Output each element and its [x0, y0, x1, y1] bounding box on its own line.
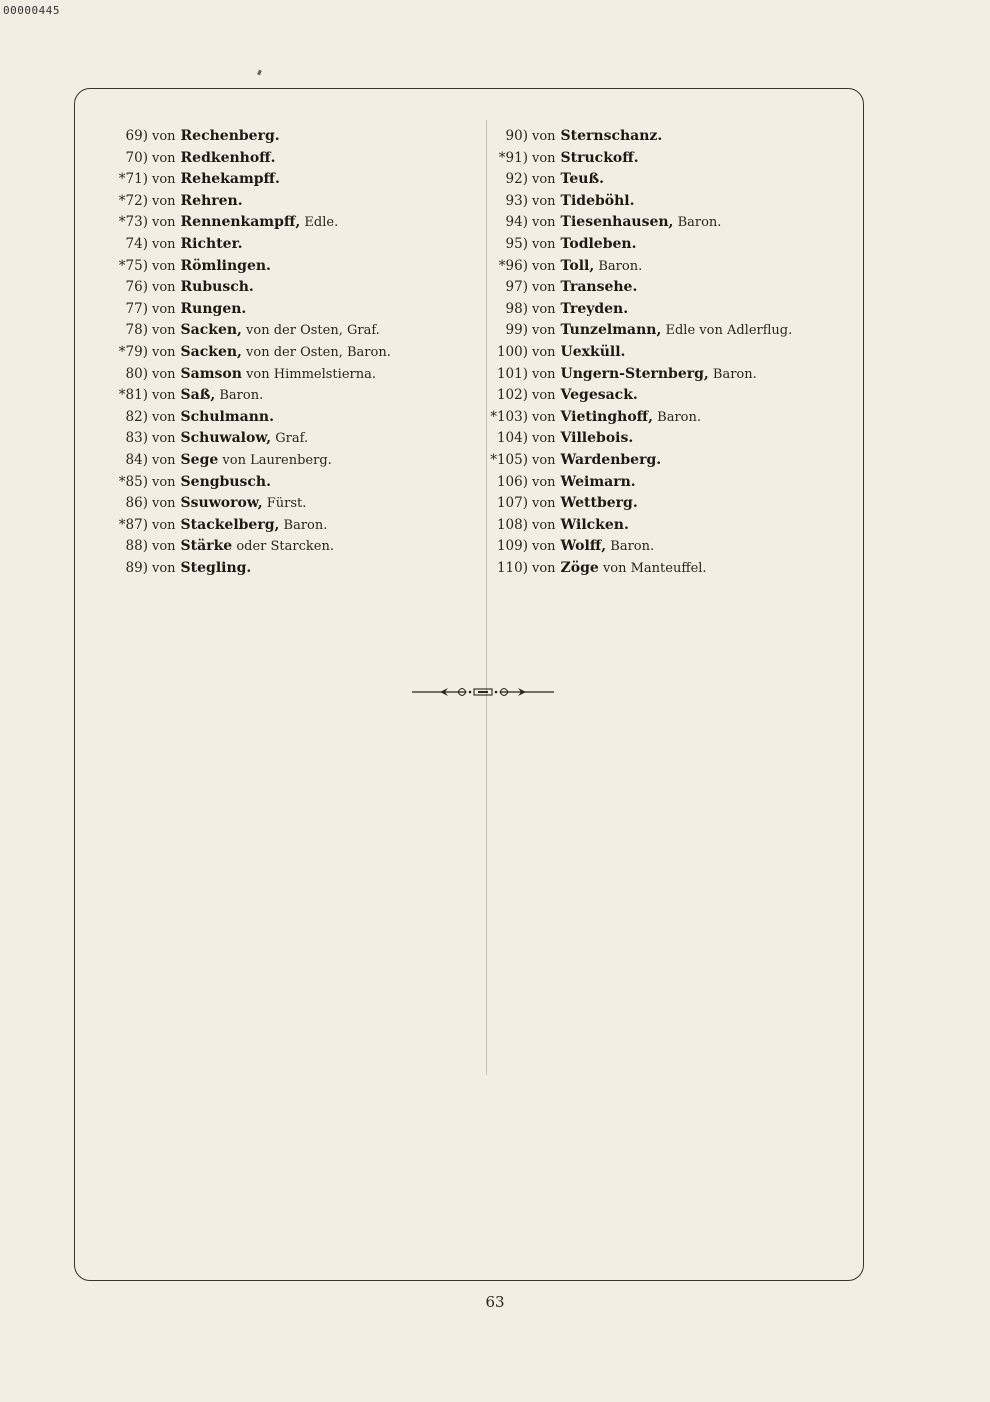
entry-name: Samson: [180, 365, 242, 382]
entry-name: Wettberg.: [560, 495, 638, 512]
entry-prefix: von: [532, 517, 556, 533]
entry-number: *72): [118, 192, 148, 209]
entry-name: Struckoff.: [560, 149, 639, 166]
entry-name: Vietinghoff,: [560, 408, 654, 425]
list-item: [476, 126, 856, 148]
entry-number: 102): [496, 387, 528, 404]
entry-prefix: von: [152, 129, 176, 144]
entry-prefix: von: [532, 301, 556, 317]
entry-name: Sacken,: [180, 322, 242, 339]
list-item: [476, 385, 856, 407]
entry-prefix: von: [152, 150, 176, 166]
list-item: [476, 407, 856, 429]
entry-number: 77): [125, 300, 148, 317]
list-item: [476, 277, 856, 299]
list-item: [476, 493, 856, 515]
list-item: [96, 493, 476, 515]
entry-prefix: von: [532, 366, 556, 382]
entry-prefix: von: [532, 452, 556, 468]
entry-number: 99): [505, 322, 528, 339]
entry-name: Saß,: [180, 387, 216, 404]
entry-number: *73): [118, 214, 148, 231]
list-item: [96, 256, 476, 278]
entry-number: 88): [125, 538, 148, 555]
entry-name: Rechenberg.: [180, 128, 280, 144]
entry-number: 108): [496, 516, 528, 533]
entry-suffix: Edle von Adlerflug.: [661, 323, 793, 339]
list-item: [96, 536, 476, 558]
entry-number: 104): [496, 430, 528, 447]
entry-prefix: von: [152, 236, 176, 252]
entry-name: Rubusch.: [180, 279, 254, 296]
page-number: 63: [485, 1293, 505, 1311]
list-item: [96, 277, 476, 299]
entry-name: Ssuworow,: [180, 495, 263, 512]
entry-number: 109): [496, 538, 528, 555]
entry-suffix: Baron.: [673, 215, 722, 231]
list-item: [96, 299, 476, 321]
entry-name: Tideböhl.: [560, 192, 635, 209]
entry-name: Rehekampff.: [180, 171, 280, 188]
list-item: [476, 148, 856, 170]
entry-name: Rungen.: [180, 300, 247, 317]
entry-name: Wolff,: [560, 538, 607, 555]
entry-number: *81): [118, 387, 148, 404]
entry-prefix: von: [532, 258, 556, 274]
entry-number: 86): [125, 495, 148, 512]
entry-number: 69): [125, 128, 148, 144]
entry-number: 101): [496, 365, 528, 382]
entry-name: Toll,: [560, 257, 595, 274]
list-item: [476, 191, 856, 213]
list-item: [96, 191, 476, 213]
entry-name: Ungern-Sternberg,: [560, 365, 709, 382]
entry-name: Treyden.: [560, 300, 629, 317]
entry-prefix: von: [532, 344, 556, 360]
entry-number: 82): [125, 408, 148, 425]
list-item: [96, 148, 476, 170]
entry-prefix: von: [532, 560, 556, 576]
list-item: [96, 212, 476, 234]
entry-name: Sengbusch.: [180, 473, 271, 490]
scan-id-label: 00000445: [3, 4, 60, 17]
entry-name: Stärke: [180, 538, 233, 555]
list-item: [476, 558, 856, 580]
entry-number: 107): [496, 495, 528, 512]
entry-name: Weimarn.: [560, 473, 636, 490]
list-item: [476, 364, 856, 386]
entry-suffix: von der Osten, Graf.: [241, 323, 380, 339]
list-item: [476, 472, 856, 494]
list-item: [96, 234, 476, 256]
entry-number: *79): [118, 343, 148, 360]
entry-prefix: von: [532, 236, 556, 252]
list-item: [96, 320, 476, 342]
list-item: [96, 450, 476, 472]
entry-number: *71): [118, 171, 148, 188]
entry-name: Sege: [180, 451, 219, 468]
decorative-flourish-icon: [410, 684, 556, 700]
entry-name: Sternschanz.: [560, 128, 663, 144]
entry-suffix: Baron.: [606, 539, 655, 555]
entry-prefix: von: [152, 258, 176, 274]
entry-prefix: von: [152, 539, 176, 555]
list-item: [476, 536, 856, 558]
list-item: [476, 450, 856, 472]
entry-prefix: von: [532, 150, 556, 166]
entry-suffix: von Manteuffel.: [598, 560, 707, 576]
page-speck: [257, 70, 262, 76]
entry-suffix: Graf.: [271, 431, 309, 447]
list-item: [476, 428, 856, 450]
left-column-list: [96, 126, 476, 579]
entry-name: Sacken,: [180, 343, 242, 360]
entry-name: Todleben.: [560, 235, 637, 252]
list-item: [476, 256, 856, 278]
entry-suffix: Baron.: [594, 258, 643, 274]
entry-prefix: von: [152, 323, 176, 339]
entry-name: Tunzelmann,: [560, 322, 662, 339]
entry-number: 78): [125, 322, 148, 339]
entry-number: *91): [498, 149, 528, 166]
entry-number: 95): [505, 235, 528, 252]
entry-number: *96): [498, 257, 528, 274]
entry-number: *85): [118, 473, 148, 490]
entry-prefix: von: [152, 452, 176, 468]
entry-name: Rennenkampff,: [180, 214, 301, 231]
entry-prefix: von: [532, 496, 556, 512]
entry-prefix: von: [532, 215, 556, 231]
entry-name: Schuwalow,: [180, 430, 272, 447]
entry-suffix: Fürst.: [262, 496, 307, 512]
entry-prefix: von: [532, 323, 556, 339]
entry-prefix: von: [152, 172, 176, 188]
entry-number: 84): [125, 451, 148, 468]
entry-number: 93): [505, 192, 528, 209]
list-item: [476, 342, 856, 364]
entry-name: Wardenberg.: [560, 451, 662, 468]
entry-prefix: von: [532, 474, 556, 490]
entry-number: 90): [505, 128, 528, 144]
entry-name: Wilcken.: [560, 516, 629, 533]
list-item: [476, 169, 856, 191]
entry-name: Richter.: [180, 235, 243, 252]
entry-name: Römlingen.: [180, 257, 271, 274]
entry-number: 97): [505, 279, 528, 296]
list-item: [476, 299, 856, 321]
entry-name: Stackelberg,: [180, 516, 280, 533]
list-item: [476, 212, 856, 234]
list-item: [96, 364, 476, 386]
list-item: [96, 472, 476, 494]
entry-name: Rehren.: [180, 192, 243, 209]
entry-number: 80): [125, 365, 148, 382]
entry-number: *75): [118, 257, 148, 274]
entry-prefix: von: [152, 431, 176, 447]
entry-name: Zöge: [560, 559, 599, 576]
list-item: [96, 169, 476, 191]
entry-prefix: von: [152, 301, 176, 317]
entry-prefix: von: [152, 409, 176, 425]
list-item: [96, 385, 476, 407]
entry-number: *105): [490, 451, 528, 468]
entry-prefix: von: [532, 539, 556, 555]
entry-prefix: von: [532, 280, 556, 296]
entry-number: 94): [505, 214, 528, 231]
entry-name: Villebois.: [560, 430, 634, 447]
entry-prefix: von: [532, 431, 556, 447]
entry-number: *103): [490, 408, 528, 425]
entry-suffix: Edle.: [300, 215, 339, 231]
entry-number: 110): [496, 559, 528, 576]
entry-number: 100): [496, 343, 528, 360]
entry-prefix: von: [152, 193, 176, 209]
entry-prefix: von: [152, 496, 176, 512]
entry-suffix: Baron.: [708, 366, 757, 382]
list-item: [476, 515, 856, 537]
entry-prefix: von: [152, 560, 176, 576]
entry-prefix: von: [152, 474, 176, 490]
entry-name: Tiesenhausen,: [560, 214, 674, 231]
entry-suffix: oder Starcken.: [232, 539, 334, 555]
list-item: [96, 515, 476, 537]
entry-suffix: von Laurenberg.: [218, 452, 332, 468]
entry-prefix: von: [152, 215, 176, 231]
right-column-list: [476, 126, 856, 579]
list-item: [96, 126, 476, 148]
entry-suffix: von Himmelstierna.: [241, 366, 376, 382]
entry-name: Vegesack.: [560, 387, 638, 404]
entry-number: 83): [125, 430, 148, 447]
entry-prefix: von: [532, 172, 556, 188]
entry-number: 98): [505, 300, 528, 317]
entry-prefix: von: [532, 129, 556, 144]
entry-number: 89): [125, 559, 148, 576]
entry-suffix: Baron.: [279, 517, 328, 533]
entry-number: 106): [496, 473, 528, 490]
entry-suffix: Baron.: [653, 409, 702, 425]
entry-name: Redkenhoff.: [180, 149, 276, 166]
entry-prefix: von: [152, 366, 176, 382]
list-item: [476, 234, 856, 256]
entry-number: 70): [125, 149, 148, 166]
entry-prefix: von: [152, 280, 176, 296]
entry-suffix: Baron.: [215, 388, 264, 404]
entry-prefix: von: [532, 388, 556, 404]
entry-suffix: von der Osten, Baron.: [241, 344, 391, 360]
entry-name: Teuß.: [560, 171, 604, 188]
entry-name: Transehe.: [560, 279, 638, 296]
entry-number: 74): [125, 235, 148, 252]
list-item: [96, 428, 476, 450]
list-item: [476, 320, 856, 342]
list-item: [96, 342, 476, 364]
entry-prefix: von: [532, 409, 556, 425]
list-item: [96, 558, 476, 580]
entry-name: Uexküll.: [560, 343, 626, 360]
entry-prefix: von: [152, 388, 176, 404]
entry-name: Stegling.: [180, 559, 252, 576]
entry-prefix: von: [152, 344, 176, 360]
entry-prefix: von: [152, 517, 176, 533]
entry-name: Schulmann.: [180, 408, 274, 425]
entry-number: *87): [118, 516, 148, 533]
entry-number: 92): [505, 171, 528, 188]
entry-number: 76): [125, 279, 148, 296]
entry-prefix: von: [532, 193, 556, 209]
list-item: [96, 407, 476, 429]
